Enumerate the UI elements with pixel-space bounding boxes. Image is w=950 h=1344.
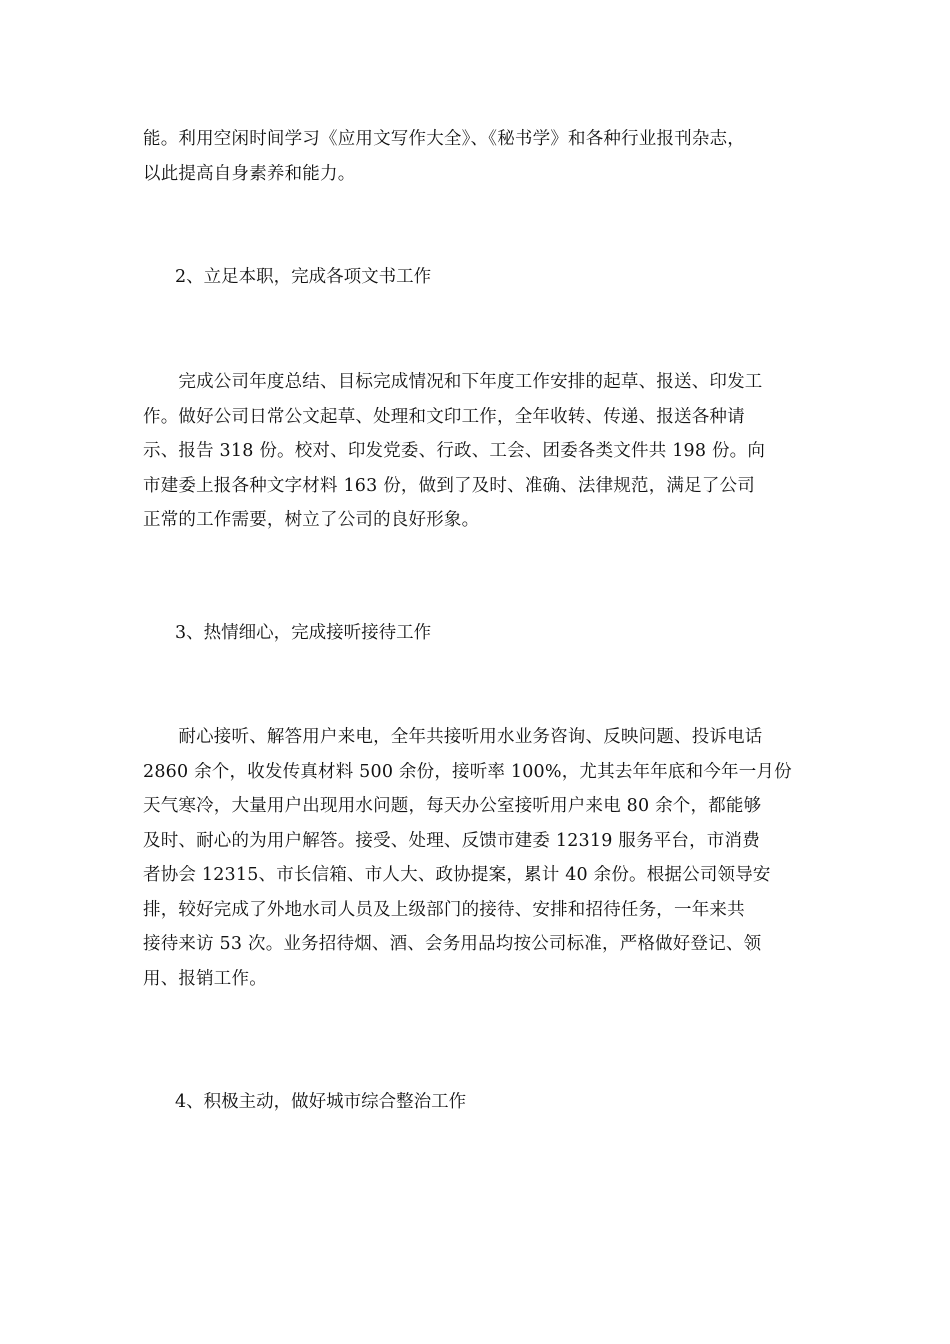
intro-paragraph — [143, 122, 809, 191]
paragraph-line: 及时、耐心的为用户解答。接受、处理、反馈市建委 12319 服务平台，市消费 — [143, 830, 760, 851]
paragraph-line: 2860 余个，收发传真材料 500 余份，接听率 100%，尤其去年年底和今年一月份 — [143, 761, 792, 782]
paragraph-line: 天气寒冷，大量用户出现用水问题，每天办公室接听用户来电 80 余个，都能够 — [143, 796, 762, 816]
paragraph-line: 能。利用空闲时间学习《应用文写作大全》、《秘书学》和各种行业报刊杂志， — [143, 129, 745, 149]
paragraph-line: 排，较好完成了外地水司人员及上级部门的接待、安排和招待任务，一年来共 — [143, 899, 745, 920]
section-2-paragraph — [143, 365, 809, 538]
paragraph-line: 示、报告 318 份。校对、印发党委、行政、工会、团委各类文件共 198 份。向 — [143, 441, 766, 461]
paragraph-line: 用、报销工作。 — [143, 968, 267, 989]
paragraph-line: 市建委上报各种文字材料 163 份，做到了及时、准确、法律规范，满足了公司 — [143, 475, 755, 496]
paragraph-line: 完成公司年度总结、目标完成情况和下年度工作安排的起草、报送、印发工 — [143, 372, 763, 392]
section-2-heading: 2、立足本职，完成各项文书工作 — [175, 267, 432, 287]
section-3-heading: 3、热情细心，完成接听接待工作 — [175, 623, 432, 643]
paragraph-line: 耐心接听、解答用户来电，全年共接听用水业务咨询、反映问题、投诉电话 — [143, 727, 763, 747]
section-4-heading: 4、积极主动，做好城市综合整治工作 — [175, 1092, 467, 1112]
paragraph-line: 作。做好公司日常公文起草、处理和文印工作，全年收转、传递、报送各种请 — [143, 406, 745, 427]
paragraph-line: 接待来访 53 次。业务招待烟、酒、会务用品均按公司标准，严格做好登记、领 — [143, 934, 762, 954]
section-3-paragraph — [143, 720, 809, 996]
paragraph-line: 正常的工作需要，树立了公司的良好形象。 — [143, 510, 480, 530]
paragraph-line: 以此提高自身素养和能力。 — [143, 163, 356, 184]
paragraph-line: 者协会 12315、市长信箱、市人大、政协提案，累计 40 余份。根据公司领导安 — [143, 865, 771, 885]
